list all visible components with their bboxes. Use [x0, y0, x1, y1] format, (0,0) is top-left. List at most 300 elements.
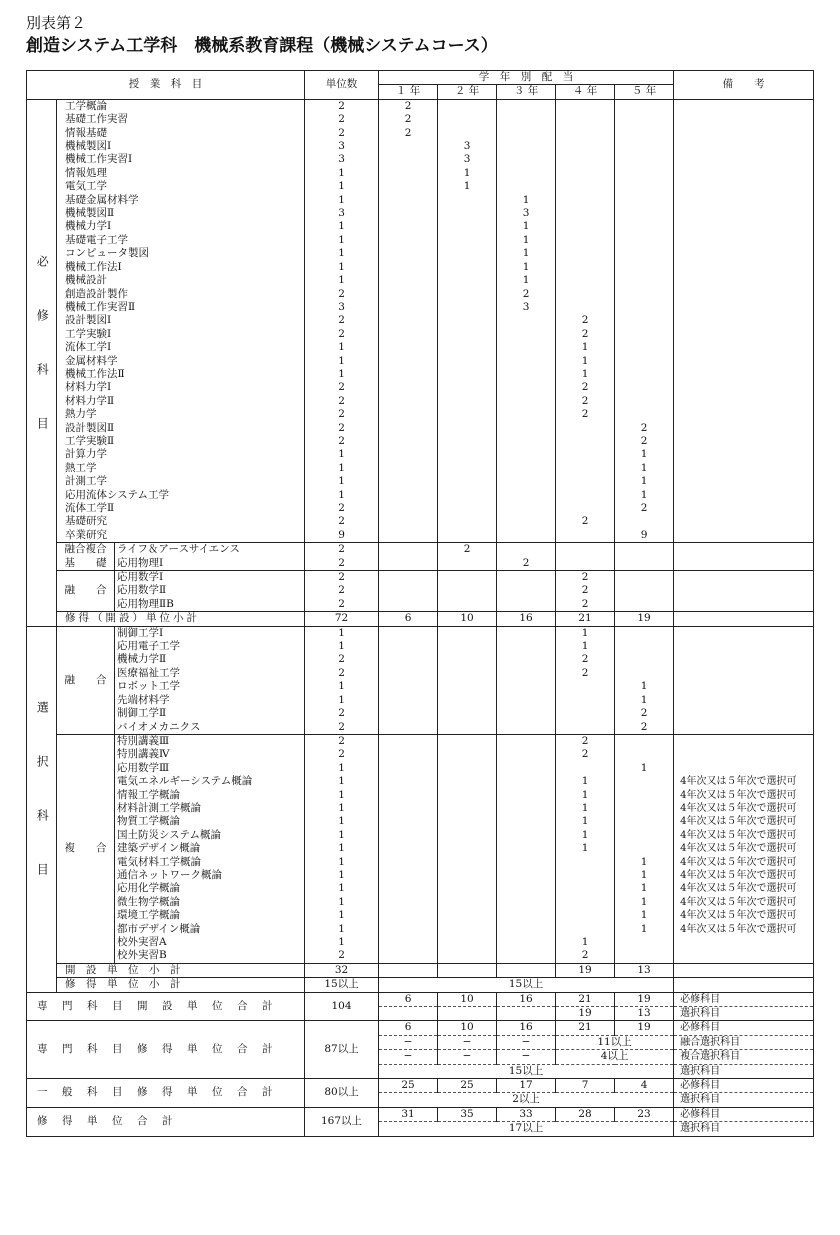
- unit-count: 1: [305, 775, 379, 788]
- remark: [674, 529, 814, 543]
- year-3-units: [497, 489, 556, 502]
- year-5-units: [615, 734, 674, 748]
- subject-name: 材料計測工学概論: [115, 802, 305, 815]
- subject-name: コンピュータ製図: [57, 247, 305, 260]
- year-1-units: [379, 653, 438, 666]
- remark: [674, 234, 814, 247]
- year-1-units: [379, 408, 438, 421]
- year-5-units: [615, 247, 674, 260]
- year-5-units: 1: [615, 694, 674, 707]
- subject-name: 基礎工作実習: [57, 113, 305, 126]
- year-1-units: [379, 395, 438, 408]
- year-2-units: [438, 515, 497, 528]
- unit-count: 1: [305, 448, 379, 461]
- table-row: [27, 815, 814, 828]
- year-4-units: 2: [556, 571, 615, 585]
- total-note: 選択科目: [674, 1122, 814, 1136]
- year-3-units: [497, 949, 556, 963]
- remark: [674, 489, 814, 502]
- year-4-units: [556, 435, 615, 448]
- year-3-units: [497, 99, 556, 113]
- year-2-units: [438, 896, 497, 909]
- year-4-units: [556, 869, 615, 882]
- year-3-units: [497, 584, 556, 597]
- year-4-units: [556, 543, 615, 557]
- table-row: [27, 462, 814, 475]
- year-2-units: [438, 882, 497, 895]
- col-allocation: 学 年 別 配 当: [379, 71, 674, 85]
- unit-count: 1: [305, 896, 379, 909]
- year-4-units: [556, 140, 615, 153]
- year-2-units: [438, 842, 497, 855]
- year-1-units: [379, 422, 438, 435]
- year-3-units: [497, 896, 556, 909]
- remark: [674, 435, 814, 448]
- year-4-units: 1: [556, 640, 615, 653]
- year-5-units: [615, 301, 674, 314]
- year-5-units: [615, 829, 674, 842]
- year-5-units: [615, 288, 674, 301]
- year-5-units: [615, 234, 674, 247]
- year-3-units: [497, 856, 556, 869]
- year-1-units: [379, 247, 438, 260]
- year-5-units: 2: [615, 422, 674, 435]
- blank: [497, 1007, 556, 1021]
- year-1-units: [379, 680, 438, 693]
- year-1-units: [379, 856, 438, 869]
- total-note: 複合選択科目: [674, 1050, 814, 1064]
- year-3-units: [497, 707, 556, 720]
- table-row: [27, 328, 814, 341]
- total-label: 一 般 科 目 修 得 単 位 合 計: [27, 1079, 305, 1108]
- total-units: 104: [305, 992, 379, 1021]
- remark: [674, 694, 814, 707]
- year-2-units: [438, 789, 497, 802]
- year-2-units: 1: [438, 180, 497, 193]
- year-3-units: [497, 368, 556, 381]
- year-1-units: [379, 748, 438, 761]
- subject-name: 特別講義Ⅲ: [115, 734, 305, 748]
- year-5-units: [615, 557, 674, 571]
- table-row: [27, 802, 814, 815]
- required-subtotal-row: [27, 612, 814, 626]
- year-4-units: [556, 180, 615, 193]
- year-4-units: 1: [556, 802, 615, 815]
- year-2-units: [438, 936, 497, 949]
- year-3: −: [497, 1035, 556, 1049]
- year-5-units: [615, 584, 674, 597]
- subject-name: 機械工作法Ⅰ: [57, 261, 305, 274]
- year-1-units: [379, 435, 438, 448]
- year-1-units: [379, 842, 438, 855]
- blank: [379, 1007, 438, 1021]
- year-3-units: [497, 842, 556, 855]
- unit-count: 2: [305, 422, 379, 435]
- subject-name: 物質工学概論: [115, 815, 305, 828]
- unit-count: 1: [305, 355, 379, 368]
- table-row: [27, 99, 814, 113]
- table-row: [27, 515, 814, 528]
- year-5-units: [615, 640, 674, 653]
- col-year4: ４ 年: [556, 85, 615, 99]
- year-1-units: 2: [379, 113, 438, 126]
- year-1-units: [379, 923, 438, 936]
- subject-name: 設計製図Ⅰ: [57, 314, 305, 327]
- subject-name: ライフ＆アースサイエンス: [115, 543, 305, 557]
- year-5-units: [615, 274, 674, 287]
- year-4-units: [556, 448, 615, 461]
- year-3-units: 16: [497, 992, 556, 1006]
- year-2-units: [438, 435, 497, 448]
- table-row: [27, 721, 814, 735]
- year-2-units: [438, 923, 497, 936]
- year-4-units: 2: [556, 748, 615, 761]
- year-3-units: [497, 598, 556, 612]
- year-5-units: [615, 949, 674, 963]
- elective-open-year-2: [438, 963, 497, 977]
- year-3-units: [497, 515, 556, 528]
- unit-count: 2: [305, 557, 379, 571]
- year-5-units: 1: [615, 475, 674, 488]
- year-3-units: [497, 571, 556, 585]
- year-2-units: [438, 355, 497, 368]
- remark: 4年次又は５年次で選択可: [674, 869, 814, 882]
- unit-count: 2: [305, 515, 379, 528]
- fusion-basic-label: 融合複合 基 礎: [57, 543, 115, 571]
- unit-count: 1: [305, 882, 379, 895]
- year-5-units: 1: [615, 923, 674, 936]
- year-5-units: [615, 789, 674, 802]
- remark: [674, 462, 814, 475]
- table-row: [27, 923, 814, 936]
- subject-name: 計算力学: [57, 448, 305, 461]
- unit-count: 1: [305, 640, 379, 653]
- unit-count: 3: [305, 140, 379, 153]
- year-2-units: [438, 802, 497, 815]
- year-4-units: 21: [556, 1021, 615, 1035]
- year-4-units: [556, 194, 615, 207]
- unit-count: 1: [305, 815, 379, 828]
- year-3-units: [497, 748, 556, 761]
- table-row: [27, 667, 814, 680]
- table-row: [27, 381, 814, 394]
- year-4-units: [556, 707, 615, 720]
- subject-name: バイオメカニクス: [115, 721, 305, 735]
- year-2-units: [438, 571, 497, 585]
- year-1-units: [379, 261, 438, 274]
- unit-count: 1: [305, 694, 379, 707]
- subject-name: 工学実験Ⅰ: [57, 328, 305, 341]
- unit-count: 3: [305, 153, 379, 166]
- year-4-units: [556, 207, 615, 220]
- year-4-units: [556, 422, 615, 435]
- subject-name: 通信ネットワーク概論: [115, 869, 305, 882]
- remark: [674, 707, 814, 720]
- year-2-units: [438, 680, 497, 693]
- remark: [674, 475, 814, 488]
- year-3: −: [497, 1050, 556, 1064]
- year-2-units: [438, 408, 497, 421]
- year-4-units: 1: [556, 842, 615, 855]
- remark: [674, 598, 814, 612]
- unit-count: 1: [305, 368, 379, 381]
- year-2-units: [438, 381, 497, 394]
- year-4-units: [556, 288, 615, 301]
- remark: [674, 502, 814, 515]
- year-5-units: [615, 368, 674, 381]
- remark: [674, 748, 814, 761]
- year-1-units: 31: [379, 1107, 438, 1121]
- all-years: 15以上: [379, 1064, 674, 1078]
- remark: 4年次又は５年次で選択可: [674, 829, 814, 842]
- subject-name: 基礎電子工学: [57, 234, 305, 247]
- year-5-units: [615, 842, 674, 855]
- subject-name: 応用数学Ⅲ: [115, 762, 305, 775]
- year-5-units: [615, 261, 674, 274]
- year-3-units: [497, 694, 556, 707]
- year-2-units: [438, 489, 497, 502]
- year-5-units: 2: [615, 707, 674, 720]
- year-3-units: [497, 422, 556, 435]
- year-4-units: [556, 762, 615, 775]
- table-row: [27, 194, 814, 207]
- table-row: [27, 909, 814, 922]
- year-3-units: [497, 680, 556, 693]
- table-row: [27, 301, 814, 314]
- unit-count: 1: [305, 180, 379, 193]
- page-title: 創造システム工学科 機械系教育課程（機械システムコース）: [26, 36, 498, 56]
- year-1-units: [379, 557, 438, 571]
- year-2-units: [438, 475, 497, 488]
- elective-open-units: 32: [305, 963, 379, 977]
- year-1-units: [379, 584, 438, 597]
- year-3-units: [497, 328, 556, 341]
- all-years: 17以上: [379, 1122, 674, 1136]
- year-2-units: [438, 301, 497, 314]
- year-2-units: [438, 395, 497, 408]
- table-row: [27, 694, 814, 707]
- table-row: [27, 127, 814, 140]
- year-1-units: [379, 314, 438, 327]
- year-3-units: [497, 113, 556, 126]
- unit-count: 1: [305, 341, 379, 354]
- year-5-units: [615, 748, 674, 761]
- year-4-units: 2: [556, 328, 615, 341]
- unit-count: 1: [305, 802, 379, 815]
- subject-name: 機械工作法Ⅱ: [57, 368, 305, 381]
- year-5-units: [615, 395, 674, 408]
- remark: 4年次又は５年次で選択可: [674, 923, 814, 936]
- remark: [674, 207, 814, 220]
- year-2-units: [438, 341, 497, 354]
- subject-name: 応用物理Ⅰ: [115, 557, 305, 571]
- table-row: [27, 640, 814, 653]
- year-1-units: [379, 882, 438, 895]
- year-2-units: [438, 557, 497, 571]
- remark: [674, 408, 814, 421]
- table-row: [27, 261, 814, 274]
- remark: [674, 127, 814, 140]
- year-4-units: 2: [556, 653, 615, 666]
- year-2-units: [438, 949, 497, 963]
- remark: [674, 612, 814, 626]
- subject-name: 微生物学概論: [115, 896, 305, 909]
- total-row: [27, 1107, 814, 1121]
- year-4-units: [556, 99, 615, 113]
- year-2-units: [438, 99, 497, 113]
- year-4-units: 2: [556, 395, 615, 408]
- table-row: [27, 571, 814, 585]
- table-row: [27, 869, 814, 882]
- year-5-units: 13: [615, 1007, 674, 1021]
- year-2-units: [438, 502, 497, 515]
- remark: [674, 194, 814, 207]
- year-1-units: 2: [379, 99, 438, 113]
- year-1-units: [379, 721, 438, 735]
- year-1-units: [379, 274, 438, 287]
- table-row: [27, 543, 814, 557]
- unit-count: 2: [305, 571, 379, 585]
- year-1-units: 6: [379, 1021, 438, 1035]
- remark: [674, 626, 814, 640]
- unit-count: 1: [305, 194, 379, 207]
- year-4-units: [556, 489, 615, 502]
- year-5-units: [615, 598, 674, 612]
- all-years: 2以上: [379, 1093, 674, 1107]
- year-2-units: [438, 288, 497, 301]
- year-1-units: [379, 381, 438, 394]
- subject-name: 材料力学Ⅱ: [57, 395, 305, 408]
- subject-name: 校外実習B: [115, 949, 305, 963]
- unit-count: 1: [305, 829, 379, 842]
- year-4-units: [556, 153, 615, 166]
- year-4-units: [556, 462, 615, 475]
- year-1-units: [379, 909, 438, 922]
- year-4-units: [556, 167, 615, 180]
- year-2-units: [438, 909, 497, 922]
- year-1-units: [379, 153, 438, 166]
- year-1-units: [379, 802, 438, 815]
- fusion-label: 融 合: [57, 571, 115, 612]
- year-3-units: [497, 829, 556, 842]
- year-2-units: [438, 113, 497, 126]
- year-5-units: 4: [615, 1079, 674, 1093]
- year-5-units: [615, 194, 674, 207]
- table-row: [27, 247, 814, 260]
- year-1-units: [379, 829, 438, 842]
- total-label: 専 門 科 目 修 得 単 位 合 計: [27, 1021, 305, 1079]
- year-3-units: 3: [497, 207, 556, 220]
- remark: 4年次又は５年次で選択可: [674, 802, 814, 815]
- subject-name: 機械工作実習Ⅱ: [57, 301, 305, 314]
- year-1-units: [379, 734, 438, 748]
- year-2-units: [438, 869, 497, 882]
- year-5-units: 2: [615, 435, 674, 448]
- year-3-units: [497, 667, 556, 680]
- total-note: 必修科目: [674, 1107, 814, 1121]
- year-4-units: [556, 113, 615, 126]
- unit-count: 2: [305, 288, 379, 301]
- remark: [674, 301, 814, 314]
- subject-name: 計測工学: [57, 475, 305, 488]
- unit-count: 3: [305, 301, 379, 314]
- remark: [674, 220, 814, 233]
- remark: [674, 448, 814, 461]
- year-1-units: [379, 341, 438, 354]
- year-1-units: [379, 896, 438, 909]
- year-4-units: [556, 896, 615, 909]
- unit-count: 1: [305, 234, 379, 247]
- unit-count: 2: [305, 408, 379, 421]
- remark: [674, 762, 814, 775]
- remark: 4年次又は５年次で選択可: [674, 842, 814, 855]
- year-4-units: 28: [556, 1107, 615, 1121]
- year-2-units: [438, 707, 497, 720]
- remark: 4年次又は５年次で選択可: [674, 789, 814, 802]
- subject-name: 熱工学: [57, 462, 305, 475]
- required-category-label: 必修科目: [27, 99, 57, 626]
- year-2-units: 25: [438, 1079, 497, 1093]
- remark: [674, 288, 814, 301]
- table-row: [27, 422, 814, 435]
- remark: [674, 571, 814, 585]
- table-row: [27, 789, 814, 802]
- remark: [674, 680, 814, 693]
- subject-name: 材料力学Ⅰ: [57, 381, 305, 394]
- year-2-units: [438, 762, 497, 775]
- year-5-units: 1: [615, 909, 674, 922]
- year-4-units: 2: [556, 314, 615, 327]
- year-4-units: [556, 274, 615, 287]
- year-5-units: [615, 140, 674, 153]
- year-3-units: 1: [497, 274, 556, 287]
- subject-name: 制御工学Ⅱ: [115, 707, 305, 720]
- subject-name: 設計製図Ⅱ: [57, 422, 305, 435]
- year-4-units: 2: [556, 949, 615, 963]
- unit-count: 1: [305, 475, 379, 488]
- total-label: 専 門 科 目 開 設 単 位 合 計: [27, 992, 305, 1021]
- table-row: [27, 355, 814, 368]
- year-3-units: [497, 341, 556, 354]
- subject-name: 応用電子工学: [115, 640, 305, 653]
- year-5-units: [615, 314, 674, 327]
- table-row: [27, 734, 814, 748]
- year-4-units: 1: [556, 815, 615, 828]
- year-4-units: [556, 680, 615, 693]
- year-1-units: [379, 815, 438, 828]
- unit-count: 1: [305, 261, 379, 274]
- year-1-units: 25: [379, 1079, 438, 1093]
- year-3-units: [497, 475, 556, 488]
- unit-count: 1: [305, 762, 379, 775]
- year-2-units: [438, 422, 497, 435]
- year-3-units: [497, 640, 556, 653]
- year-1-units: [379, 167, 438, 180]
- year-4-units: 2: [556, 584, 615, 597]
- subject-name: 応用物理ⅡB: [115, 598, 305, 612]
- year-2-units: [438, 529, 497, 543]
- unit-count: 2: [305, 314, 379, 327]
- total-note: 選択科目: [674, 1064, 814, 1078]
- year-5-units: 1: [615, 856, 674, 869]
- year-2-units: [438, 328, 497, 341]
- subject-name: ロボット工学: [115, 680, 305, 693]
- total-row: [27, 1079, 814, 1093]
- year-4-units: [556, 301, 615, 314]
- year-1-units: [379, 448, 438, 461]
- remark: [674, 949, 814, 963]
- year-5-units: 1: [615, 448, 674, 461]
